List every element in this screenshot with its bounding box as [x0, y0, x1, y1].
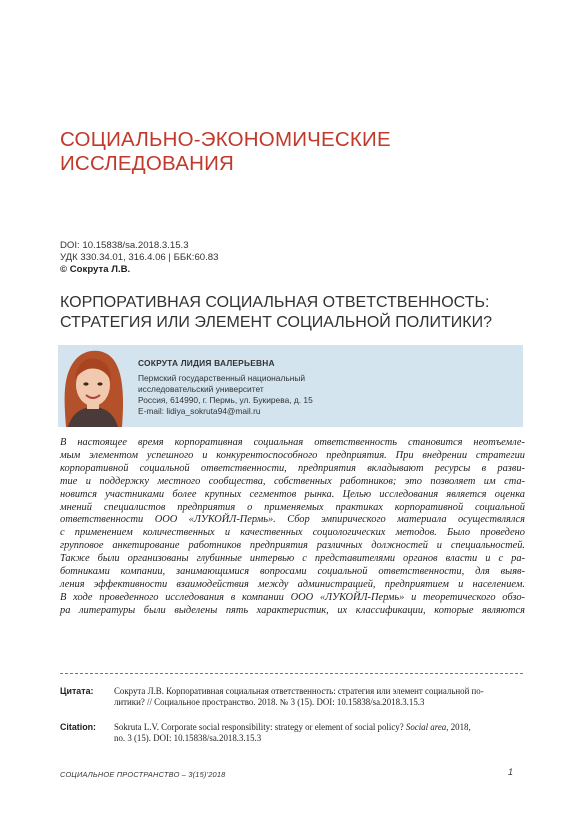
page-number: 1: [508, 767, 514, 777]
abstract-line: тие и поддержку местного сообщества, собственных работников; это позволяет им ста-: [60, 475, 525, 487]
citation-en-line: [114, 722, 529, 733]
author-name: СОКРУТА ЛИДИЯ ВАЛЕРЬЕВНА: [138, 358, 275, 368]
author-photo: [58, 345, 128, 427]
copyright: © Сокрута Л.В.: [60, 264, 131, 275]
abstract-line: новится участниками более крупных сегментов рынка. Целью исследования является оценка: [60, 488, 525, 500]
author-email[interactable]: E-mail: lidiya_sokruta94@mail.ru: [138, 406, 261, 416]
article-meta: [60, 240, 218, 276]
abstract-line: мым элементом успешного и конкурентоспособного предприятия. При внедрении стратегии: [60, 449, 525, 461]
article-title: [60, 293, 530, 333]
citation-en-journal: Social area: [405, 722, 447, 732]
udk-bbk: УДК 330.34.01, 316.4.06 | ББК:60.83: [60, 252, 219, 263]
article-title-line: КОРПОРАТИВНАЯ СОЦИАЛЬНАЯ ОТВЕТСТВЕННОСТЬ:: [60, 294, 490, 311]
abstract: [60, 437, 525, 618]
author-affiliation: Пермский государственный национальный: [138, 373, 306, 383]
citation-en-label: Citation:: [60, 722, 96, 732]
citation-en-text: [114, 722, 529, 744]
abstract-line: Также были организованы глубинные интервью с представителями органов власти и с ра-: [60, 553, 525, 565]
citation-ru-line: литики? // Социальное пространство. 2018. № 3 (15). DOI: 10.15838/sa.2018.3.15.3: [114, 697, 425, 708]
divider: [60, 673, 523, 674]
section-title-line: СОЦИАЛЬНО-ЭКОНОМИЧЕСКИЕ: [60, 128, 391, 151]
abstract-line: ответственности ООО «ЛУКОЙЛ-Пермь». Сбор эмпирического материала осуществлялся: [60, 514, 525, 526]
citation-ru-label: Цитата:: [60, 686, 94, 696]
abstract-line: В ходе проведенного исследования в компании ООО «ЛУКОЙЛ-Пермь» и теоретического обзо-: [60, 591, 525, 603]
article-title-line: СТРАТЕГИЯ ИЛИ ЭЛЕМЕНТ СОЦИАЛЬНОЙ ПОЛИТИКИ?: [60, 314, 492, 331]
abstract-line: корпоративной социальной ответственности, предприятия вкладывают ресурсы в разви-: [60, 462, 525, 474]
doi[interactable]: DOI: 10.15838/sa.2018.3.15.3: [60, 240, 189, 251]
citation-ru-line: Сокрута Л.В. Корпоративная социальная ответственность: стратегия или элемент социальной по-: [114, 686, 484, 696]
citation-en-line: no. 3 (15). DOI: 10.15838/sa.2018.3.15.3: [114, 733, 262, 744]
citation-en-year: , 2018,: [446, 722, 471, 732]
section-title-line: ИССЛЕДОВАНИЯ: [60, 152, 235, 175]
footer-journal: СОЦИАЛЬНОЕ ПРОСТРАНСТВО – 3(15)'2018: [60, 770, 226, 779]
abstract-line: ра литературы были выделены пять характеристик, их классификации, которые являются: [60, 604, 525, 616]
citation-ru-text: [114, 686, 529, 708]
author-info: [138, 358, 518, 417]
abstract-line: с применением количественных и качественных социологических методов. Было проведено: [60, 527, 525, 539]
citation-en-authors-title: Sokruta L.V. Corporate social responsibility: strategy or element of social policy?: [114, 722, 406, 732]
section-title: [60, 128, 530, 176]
author-address: Россия, 614990, г. Пермь, ул. Букирева, д. 15: [138, 395, 313, 405]
abstract-line: мнений специалистов предприятия о применяемых практиках корпоративной социальной: [60, 501, 525, 513]
abstract-line: групповое анкетирование работников предприятия различных должностей и специальностей.: [60, 540, 525, 552]
abstract-line: В настоящее время корпоративная социальная ответственность становится неотъемле-: [60, 437, 525, 448]
abstract-line: ления эффективности взаимодействия между администрацией, предприятием и населением.: [60, 578, 525, 590]
abstract-line: ботниками компании, занимающимися вопросами социальной ответственности, для выяв-: [60, 566, 525, 578]
author-affiliation: исследовательский университет: [138, 384, 264, 394]
